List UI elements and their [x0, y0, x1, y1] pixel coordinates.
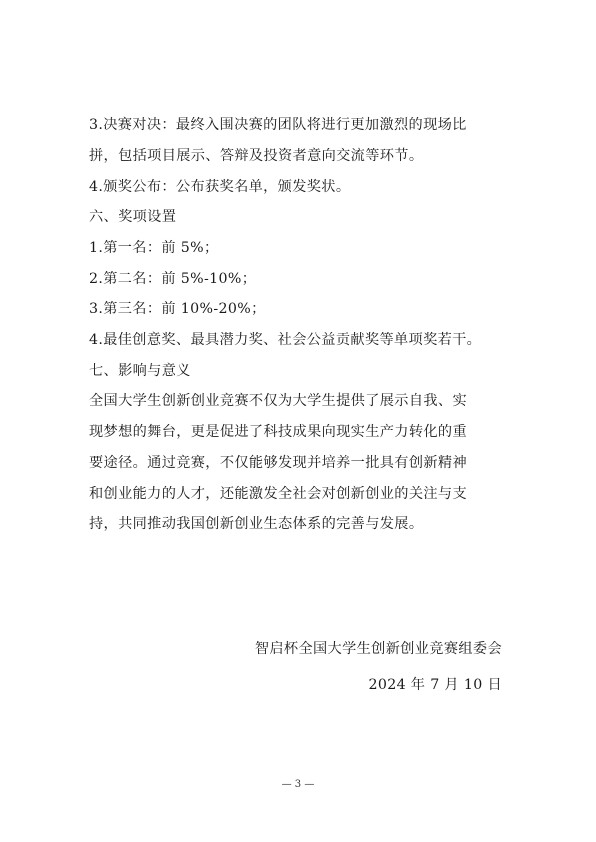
award-item-special: 4.最佳创意奖、最具潜力奖、社会公益贡献奖等单项奖若干。: [89, 332, 482, 348]
paragraph-final-round-line-1: 3.决赛对决：最终入围决赛的团队将进行更加激烈的现场比: [89, 117, 467, 133]
paragraph-impact-line-3: 要途径。通过竞赛，不仅能够发现并培养一批具有创新精神: [89, 455, 467, 471]
paragraph-award-announcement: 4.颁奖公布：公布获奖名单，颁发奖状。: [89, 179, 351, 195]
signature-organization: 智启杯全国大学生创新创业竞赛组委会: [254, 641, 502, 657]
section-heading-awards: 六、奖项设置: [89, 209, 177, 225]
signature-date: 2024 年 7 月 10 日: [368, 677, 502, 693]
award-item-first: 1.第一名：前 5%；: [89, 240, 219, 256]
section-heading-impact: 七、影响与意义: [89, 363, 191, 379]
paragraph-impact-line-2: 现梦想的舞台，更是促进了科技成果向现实生产力转化的重: [89, 424, 467, 440]
paragraph-impact-line-1: 全国大学生创新创业竞赛不仅为大学生提供了展示自我、实: [89, 393, 467, 409]
paragraph-impact-line-5: 持，共同推动我国创新创业生态体系的完善与发展。: [89, 516, 424, 532]
page-number: — 3 —: [281, 779, 315, 790]
paragraph-impact-line-4: 和创业能力的人才，还能激发全社会对创新创业的关注与支: [89, 486, 467, 502]
award-item-third: 3.第三名：前 10%-20%；: [89, 301, 266, 317]
paragraph-final-round-line-2: 拼，包括项目展示、答辩及投资者意向交流等环节。: [89, 148, 424, 164]
award-item-second: 2.第二名：前 5%-10%；: [89, 271, 257, 287]
